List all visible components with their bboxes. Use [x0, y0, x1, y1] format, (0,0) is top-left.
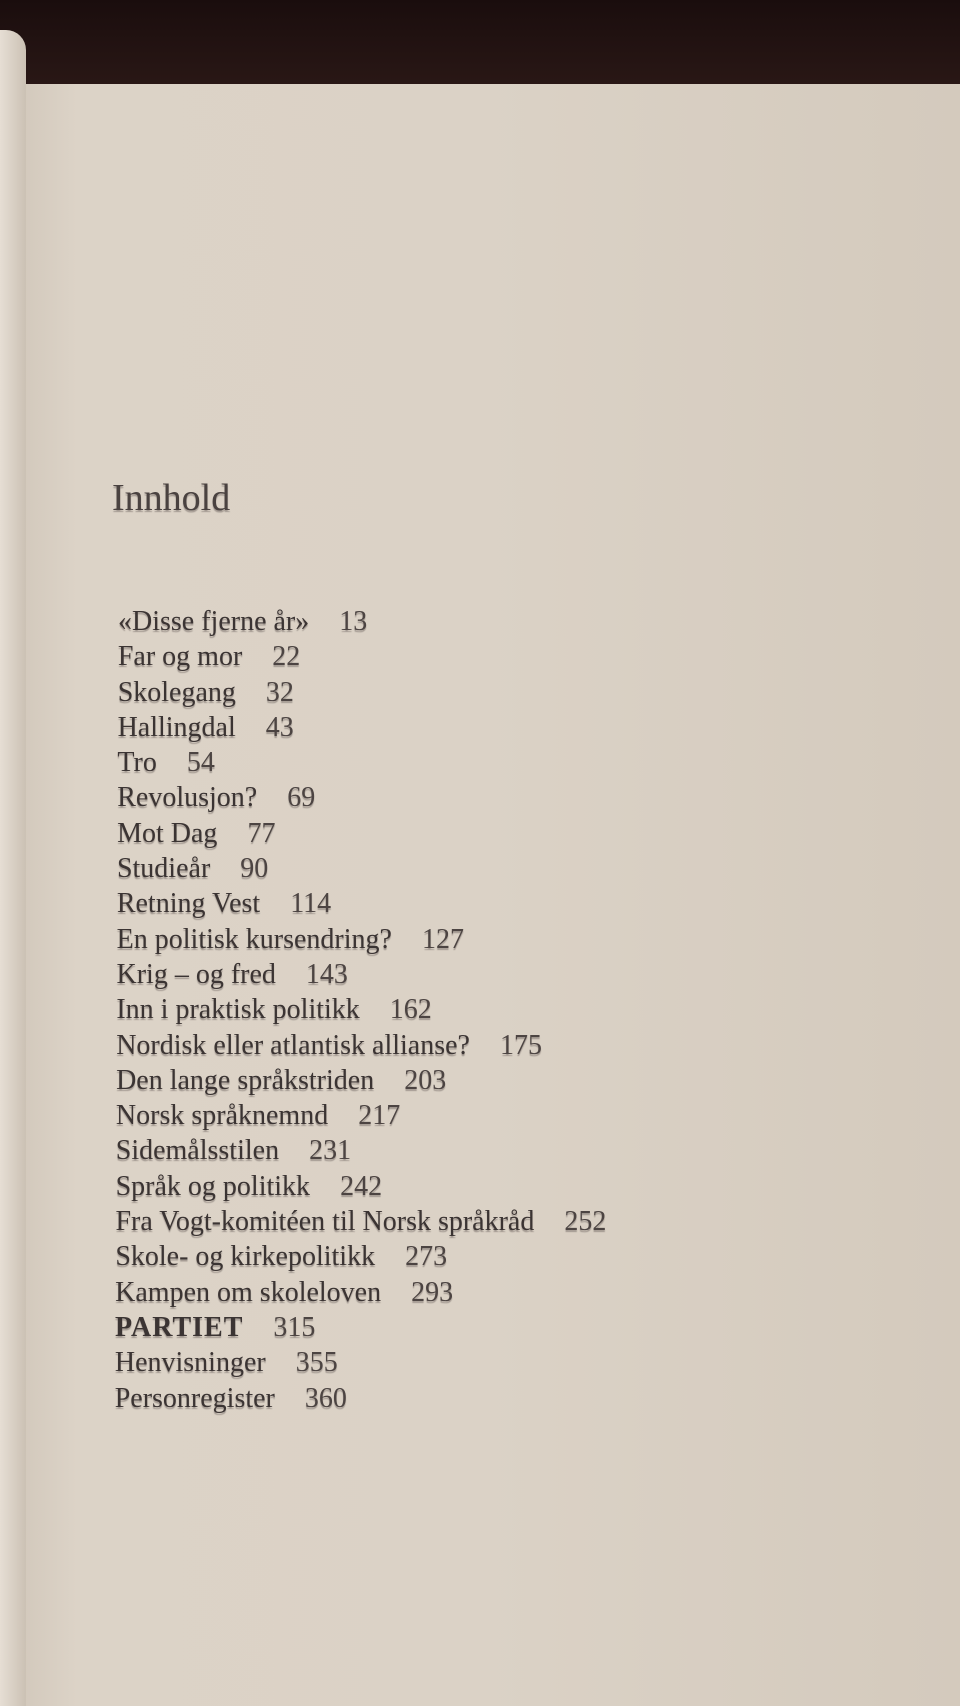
toc-entry-title: Nordisk eller atlantisk allianse?	[116, 1029, 470, 1061]
toc-entry-title: Henvisninger	[114, 1347, 266, 1379]
toc-entry-page-number: 355	[295, 1347, 338, 1379]
toc-entry-title: Hallingdal	[117, 711, 236, 743]
toc-entry-page-number: 203	[404, 1064, 447, 1096]
toc-entry	[115, 1381, 607, 1416]
toc-entry	[116, 1098, 606, 1133]
toc-entry	[116, 1133, 607, 1168]
toc-entry	[117, 780, 606, 815]
toc-entry-title: Norsk språknemnd	[115, 1100, 329, 1132]
toc-entry-title: Fra Vogt-komitéen til Norsk språkråd	[115, 1206, 535, 1238]
toc-entry-page-number: 360	[304, 1382, 347, 1414]
toc-entry-page-number: 315	[273, 1311, 316, 1343]
toc-entry-title: Tro	[117, 747, 157, 779]
toc-entry-page-number: 22	[272, 641, 301, 673]
toc-entry	[115, 1275, 606, 1310]
toc-entry	[118, 639, 607, 674]
toc-entry	[118, 604, 606, 639]
toc-entry-title: Studieår	[116, 853, 211, 885]
toc-entry	[118, 710, 607, 745]
toc-entry	[117, 851, 606, 886]
toc-entry-page-number: 143	[305, 958, 348, 990]
toc-entry-title: PARTIET	[115, 1311, 244, 1343]
table-of-contents	[114, 604, 607, 1416]
toc-entry-page-number: 242	[340, 1170, 383, 1202]
toc-entry	[117, 922, 607, 957]
toc-entry-title: Sidemålsstilen	[115, 1135, 280, 1167]
toc-entry	[116, 1169, 607, 1204]
toc-entry	[115, 1239, 606, 1274]
toc-entry-title: Skolegang	[117, 676, 236, 708]
toc-entry	[116, 1028, 606, 1063]
toc-entry-page-number: 32	[265, 676, 294, 708]
book-spine-edge	[0, 30, 26, 1706]
toc-entry-page-number: 252	[564, 1206, 607, 1238]
toc-entry-title: Personregister	[114, 1382, 275, 1414]
toc-entry	[115, 1204, 606, 1239]
toc-entry	[116, 992, 606, 1027]
toc-entry-page-number: 175	[499, 1029, 542, 1061]
toc-entry-page-number: 127	[421, 923, 464, 955]
page-title: Innhold	[112, 477, 231, 519]
toc-entry-title: Den lange språkstriden	[116, 1064, 375, 1096]
toc-entry-page-number: 162	[389, 994, 432, 1026]
toc-entry-page-number: 69	[287, 782, 316, 814]
toc-entry-page-number: 77	[247, 817, 276, 849]
toc-entry-page-number: 114	[290, 888, 332, 920]
toc-entry-page-number: 217	[358, 1100, 401, 1132]
toc-entry-title: En politisk kursendring?	[116, 923, 392, 955]
toc-entry-title: Inn i praktisk politikk	[116, 994, 360, 1026]
toc-entry-page-number: 231	[309, 1135, 352, 1167]
toc-entry	[115, 1345, 607, 1380]
toc-entry-title: Mot Dag	[117, 817, 218, 849]
toc-entry	[115, 1310, 606, 1345]
toc-entry-title: Revolusjon?	[117, 782, 258, 814]
toc-entry-title: Retning Vest	[116, 888, 261, 920]
toc-entry-page-number: 293	[411, 1276, 454, 1308]
toc-entry	[118, 675, 607, 710]
background-dark-surface	[0, 0, 960, 90]
toc-entry-page-number: 90	[240, 853, 269, 885]
toc-entry-page-number: 43	[265, 711, 294, 743]
toc-entry-title: Far og mor	[117, 641, 243, 673]
toc-entry	[117, 957, 607, 992]
toc-entry-title: «Disse fjerne år»	[118, 606, 310, 637]
toc-entry-page-number: 273	[405, 1241, 448, 1273]
toc-entry-page-number: 54	[186, 747, 215, 779]
toc-entry-title: Krig – og fred	[116, 958, 276, 990]
toc-entry-title: Språk og politikk	[115, 1170, 311, 1202]
toc-entry	[117, 886, 607, 921]
toc-entry-title: Skole- og kirkepolitikk	[115, 1241, 376, 1273]
toc-entry-page-number: 13	[339, 606, 368, 637]
toc-entry-title: Kampen om skoleloven	[115, 1276, 382, 1308]
toc-entry	[117, 816, 606, 851]
toc-entry	[117, 745, 606, 780]
toc-entry	[116, 1063, 606, 1098]
